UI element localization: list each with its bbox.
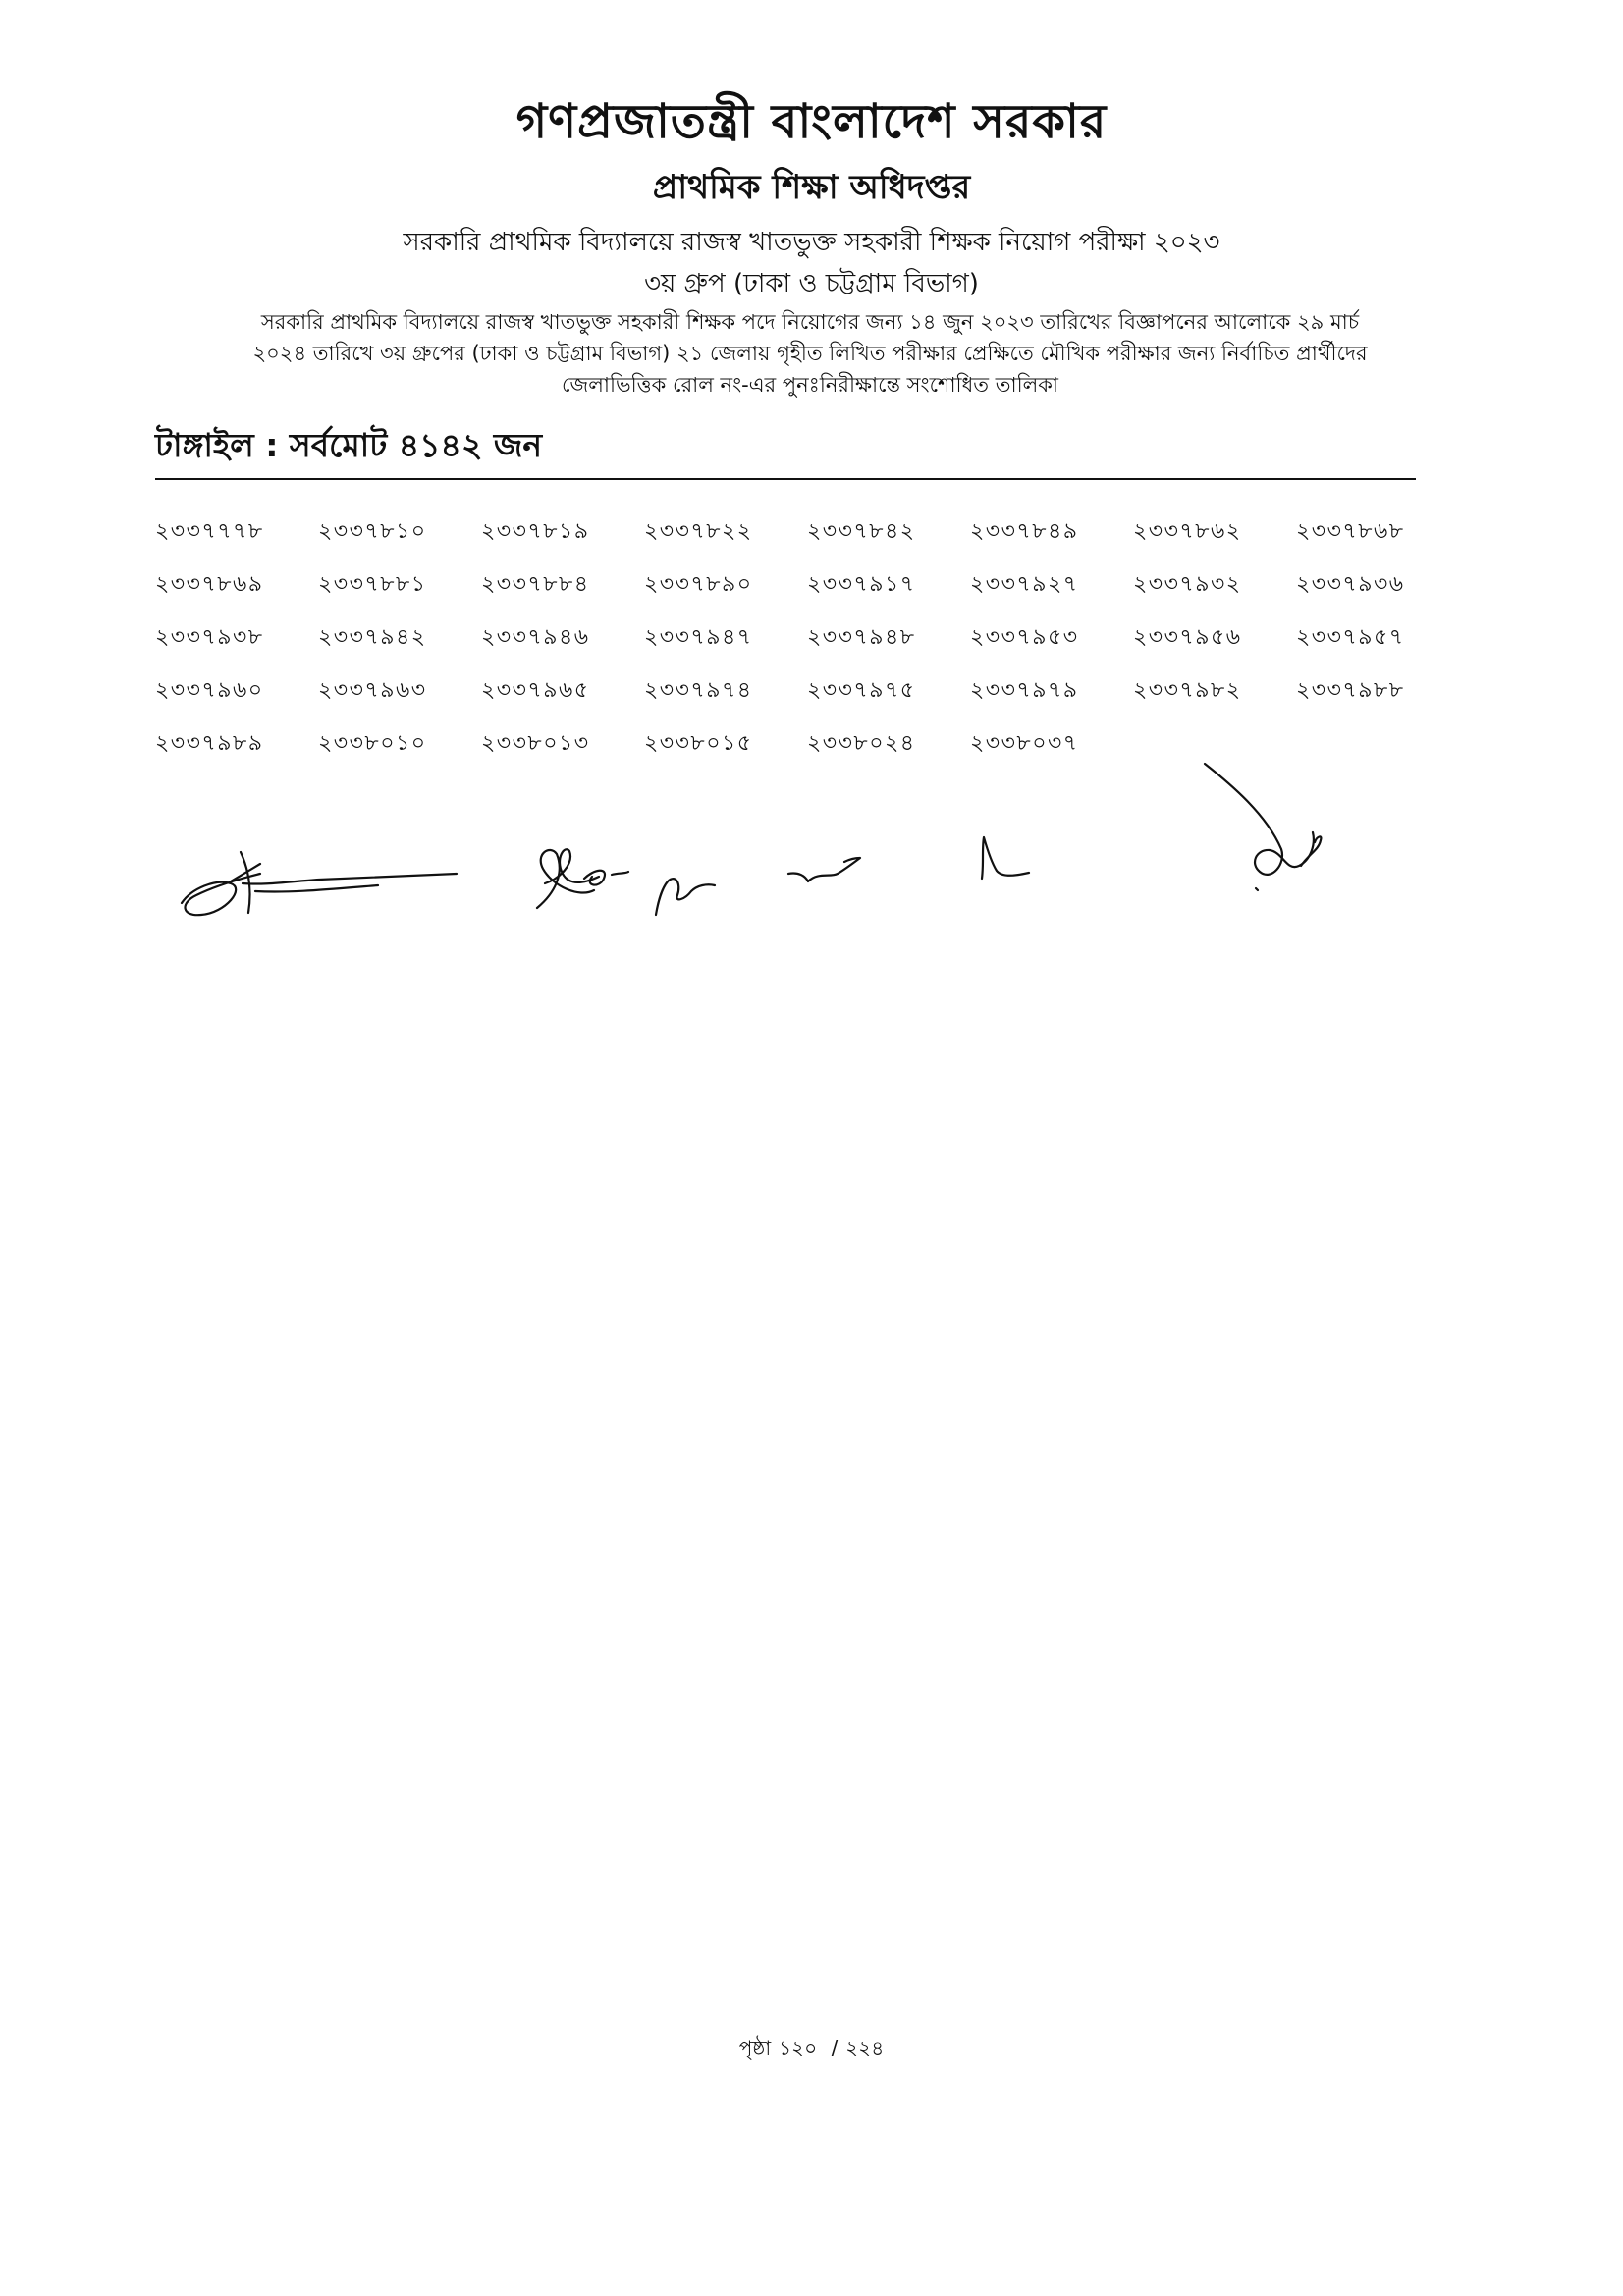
notice-line: ২০২৪ তারিখে ৩য় গ্রুপের (ঢাকা ও চট্টগ্রাম বিভাগ) ২১ জেলায় গৃহীত লিখিত পরীক্ষার প্রেক্ষিতে মৌখিক পরীক্ষার জন্য নির্বাচিত প্রার্থীদের (252, 342, 1368, 365)
roll-number: ২৩৩৭৭৭৮ (155, 519, 264, 544)
roll-number: ২৩৩৭৯৪২ (318, 625, 427, 650)
roll-number: ২৩৩৭৮১০ (318, 519, 427, 544)
signature-5 (972, 829, 1041, 888)
roll-number: ২৩৩৭৮৬৯ (155, 572, 264, 597)
signature-2 (525, 839, 633, 918)
roll-number: ২৩৩৭৮৮১ (318, 572, 427, 597)
exam-title: সরকারি প্রাথমিক বিদ্যালয়ে রাজস্ব খাতভুক্ত সহকারী শিক্ষক নিয়োগ পরীক্ষা ২০২৩ (403, 228, 1220, 257)
page-label: পৃষ্ঠা (738, 2036, 772, 2059)
roll-number: ২৩৩৭৯৩৮ (155, 625, 264, 650)
roll-number: ২৩৩৭৮৬৮ (1296, 519, 1405, 544)
roll-number: ২৩৩৭৯৮২ (1133, 678, 1242, 703)
page-number: ১২০ (779, 2036, 818, 2059)
group-title: ৩য় গ্রুপ (ঢাকা ও চট্টগ্রাম বিভাগ) (644, 269, 979, 298)
page-footer (0, 2034, 1623, 2066)
roll-number: ২৩৩৭৯৪৮ (807, 625, 916, 650)
roll-number: ২৩৩৭৮৬২ (1133, 519, 1242, 544)
signature-6 (1193, 756, 1350, 903)
total-pages: ২২৪ (845, 2036, 885, 2059)
signature-4 (784, 844, 872, 893)
roll-number: ২৩৩৭৯৪৬ (481, 625, 590, 650)
roll-number: ২৩৩৭৯৭৯ (970, 678, 1079, 703)
roll-number: ২৩৩৭৮১৯ (481, 519, 590, 544)
roll-number: ২৩৩৭৯৫৬ (1133, 625, 1242, 650)
roll-number: ২৩৩৭৯৬৩ (318, 678, 427, 703)
roll-number: ২৩৩৭৮৪৯ (970, 519, 1079, 544)
roll-number: ২৩৩৭৯৭৪ (644, 678, 753, 703)
roll-number: ২৩৩৭৯৪৭ (644, 625, 753, 650)
roll-number: ২৩৩৭৮৯০ (644, 572, 753, 597)
roll-number: ২৩৩৭৯৬০ (155, 678, 264, 703)
signature-3 (648, 864, 727, 923)
roll-number: ২৩৩৮০১০ (318, 731, 427, 756)
notice-line: জেলাভিত্তিক রোল নং-এর পুনঃনিরীক্ষান্তে সংশোধিত তালিকা (561, 373, 1059, 397)
directorate-title: প্রাথমিক শিক্ষা অধিদপ্তর (652, 168, 971, 207)
page-separator: / (831, 2036, 839, 2059)
roll-number: ২৩৩৭৯৬৫ (481, 678, 590, 703)
notice-line: সরকারি প্রাথমিক বিদ্যালয়ে রাজস্ব খাতভুক্ত সহকারী শিক্ষক পদে নিয়োগের জন্য ১৪ জুন ২০২৩ তারিখের বিজ্ঞাপনের আলোকে ২৯ মার্চ (260, 310, 1360, 334)
roll-number: ২৩৩৭৯৫৭ (1296, 625, 1405, 650)
roll-number: ২৩৩৭৯৮৮ (1296, 678, 1405, 703)
roll-number: ২৩৩৮০৩৭ (970, 731, 1079, 756)
roll-number: ২৩৩৭৮২২ (644, 519, 753, 544)
roll-number-grid (155, 518, 1432, 758)
roll-number: ২৩৩৮০১৫ (644, 731, 753, 756)
government-title: গণপ্রজাতন্ত্রী বাংলাদেশ সরকার (515, 94, 1108, 149)
roll-number: ২৩৩৮০১৩ (481, 731, 590, 756)
district-heading: টাঙ্গাইল : সর্বমোট ৪১৪২ জন (155, 426, 543, 464)
horizontal-rule (155, 478, 1416, 480)
roll-number: ২৩৩৮০২৪ (807, 731, 916, 756)
roll-number: ২৩৩৭৯৭৫ (807, 678, 916, 703)
roll-number: ২৩৩৭৯৩৬ (1296, 572, 1405, 597)
roll-number: ২৩৩৭৯৮৯ (155, 731, 264, 756)
roll-number: ২৩৩৭৯২৭ (970, 572, 1079, 597)
roll-number: ২৩৩৭৯১৭ (807, 572, 916, 597)
roll-number: ২৩৩৭৯৫৩ (970, 625, 1079, 650)
signature-1 (172, 834, 466, 923)
roll-number: ২৩৩৭৯৩২ (1133, 572, 1242, 597)
notice-paragraph (167, 306, 1453, 400)
roll-number: ২৩৩৭৮৪২ (807, 519, 916, 544)
roll-number: ২৩৩৭৮৮৪ (481, 572, 590, 597)
